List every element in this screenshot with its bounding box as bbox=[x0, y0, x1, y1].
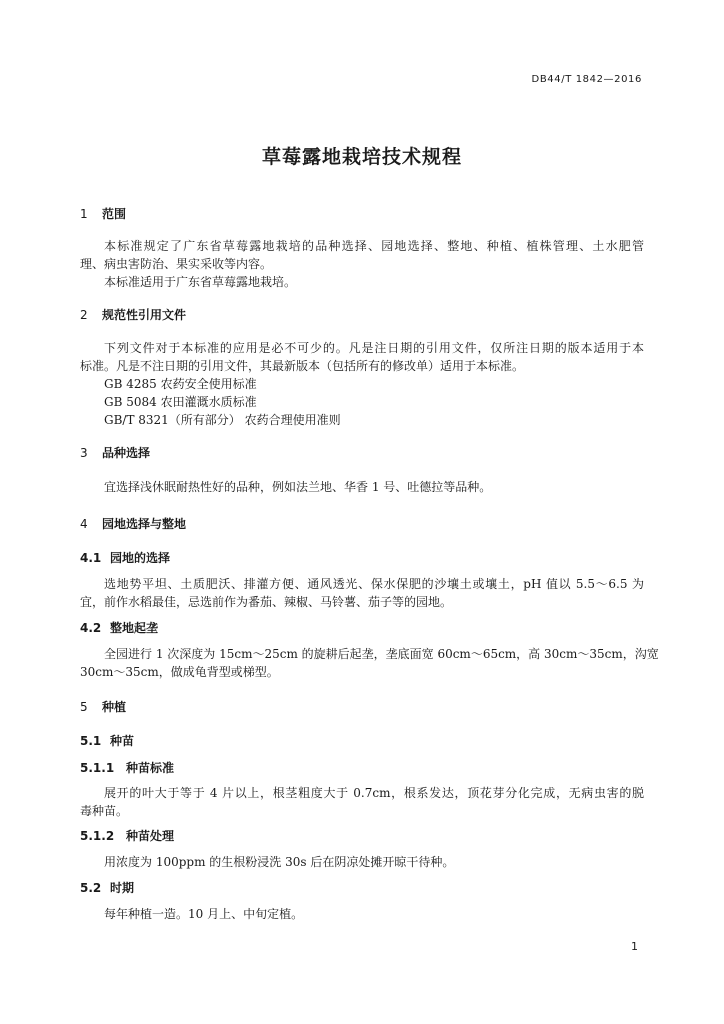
subsection-number: 4.2 bbox=[80, 621, 102, 635]
subsection-title: 整地起垄 bbox=[110, 621, 159, 635]
page-number: 1 bbox=[631, 940, 638, 953]
subsection-title: 种苗标准 bbox=[126, 761, 175, 775]
section-1-heading bbox=[80, 205, 126, 222]
subsection-number: 5.1.1 bbox=[80, 761, 115, 775]
subsection-5-1-heading bbox=[80, 732, 134, 749]
subsection-5-2-heading bbox=[80, 879, 134, 896]
section-4-heading bbox=[80, 515, 186, 532]
section-5-heading bbox=[80, 698, 126, 715]
reference-item: GB 4285 农药安全使用标准 bbox=[104, 377, 257, 391]
subsection-title: 种苗 bbox=[110, 734, 135, 748]
paragraph-line: 用浓度为 100ppm 的生根粉浸洗 30s 后在阴凉处摊开晾干待种。 bbox=[104, 855, 455, 869]
section-2-heading bbox=[80, 306, 186, 323]
paragraph-line: 30cm～35cm，做成龟背型或梯型。 bbox=[80, 665, 279, 679]
page-title: 草莓露地栽培技术规程 bbox=[261, 146, 462, 168]
section-number: 3 bbox=[80, 446, 88, 460]
paragraph-line: 本标准规定了广东省草莓露地栽培的品种选择、园地选择、整地、种植、植株管理、土水肥管 bbox=[104, 239, 644, 253]
paragraph-line: 标准。凡是不注日期的引用文件，其最新版本（包括所有的修改单）适用于本标准。 bbox=[80, 359, 525, 373]
paragraph-line: 本标准适用于广东省草莓露地栽培。 bbox=[104, 275, 297, 289]
paragraph-line: 展开的叶大于等于 4 片以上，根茎粗度大于 0.7cm，根系发达，顶花芽分化完成，无病虫害的脱 bbox=[104, 786, 644, 800]
section-title: 规范性引用文件 bbox=[102, 308, 187, 322]
paragraph-line: 下列文件对于本标准的应用是必不可少的。凡是注日期的引用文件，仅所注日期的版本适用于本 bbox=[104, 341, 644, 355]
reference-item: GB 5084 农田灌溉水质标准 bbox=[104, 395, 257, 409]
subsection-number: 4.1 bbox=[80, 551, 102, 565]
section-3-heading bbox=[80, 444, 150, 461]
section-title: 种植 bbox=[102, 700, 127, 714]
subsection-number: 5.2 bbox=[80, 881, 102, 895]
section-title: 品种选择 bbox=[102, 446, 151, 460]
document-id: DB44/T 1842—2016 bbox=[531, 74, 642, 85]
section-number: 1 bbox=[80, 207, 88, 221]
paragraph-line: 每年种植一造。10 月上、中旬定植。 bbox=[104, 907, 304, 921]
section-number: 4 bbox=[80, 517, 88, 531]
paragraph-line: 宜，前作水稻最佳，忌选前作为番茄、辣椒、马铃薯、茄子等的园地。 bbox=[80, 595, 453, 609]
paragraph-line: 理、病虫害防治、果实采收等内容。 bbox=[80, 257, 273, 271]
paragraph-line: 毒种苗。 bbox=[80, 804, 129, 818]
paragraph-line: 宜选择浅休眠耐热性好的品种，例如法兰地、华香 1 号、吐德拉等品种。 bbox=[104, 480, 492, 494]
reference-item: GB/T 8321（所有部分） 农药合理使用准则 bbox=[104, 413, 341, 427]
paragraph-line: 选地势平坦、土质肥沃、排灌方便、通风透光、保水保肥的沙壤土或壤土，pH 值以 5.5～6.5 为 bbox=[104, 577, 644, 591]
section-number: 5 bbox=[80, 700, 88, 714]
subsection-number: 5.1.2 bbox=[80, 829, 115, 843]
paragraph-line: 全园进行 1 次深度为 15cm～25cm 的旋耕后起垄，垄底面宽 60cm～65cm，高 30cm～35cm，沟宽 bbox=[104, 647, 659, 661]
subsection-4-2-heading bbox=[80, 619, 158, 636]
section-number: 2 bbox=[80, 308, 88, 322]
section-title: 范围 bbox=[102, 207, 127, 221]
subsection-5-1-2-heading bbox=[80, 827, 174, 844]
section-title: 园地选择与整地 bbox=[102, 517, 187, 531]
subsection-5-1-1-heading bbox=[80, 759, 174, 776]
subsection-title: 时期 bbox=[110, 881, 135, 895]
subsection-number: 5.1 bbox=[80, 734, 102, 748]
subsection-title: 种苗处理 bbox=[126, 829, 175, 843]
subsection-4-1-heading bbox=[80, 549, 170, 566]
subsection-title: 园地的选择 bbox=[110, 551, 171, 565]
